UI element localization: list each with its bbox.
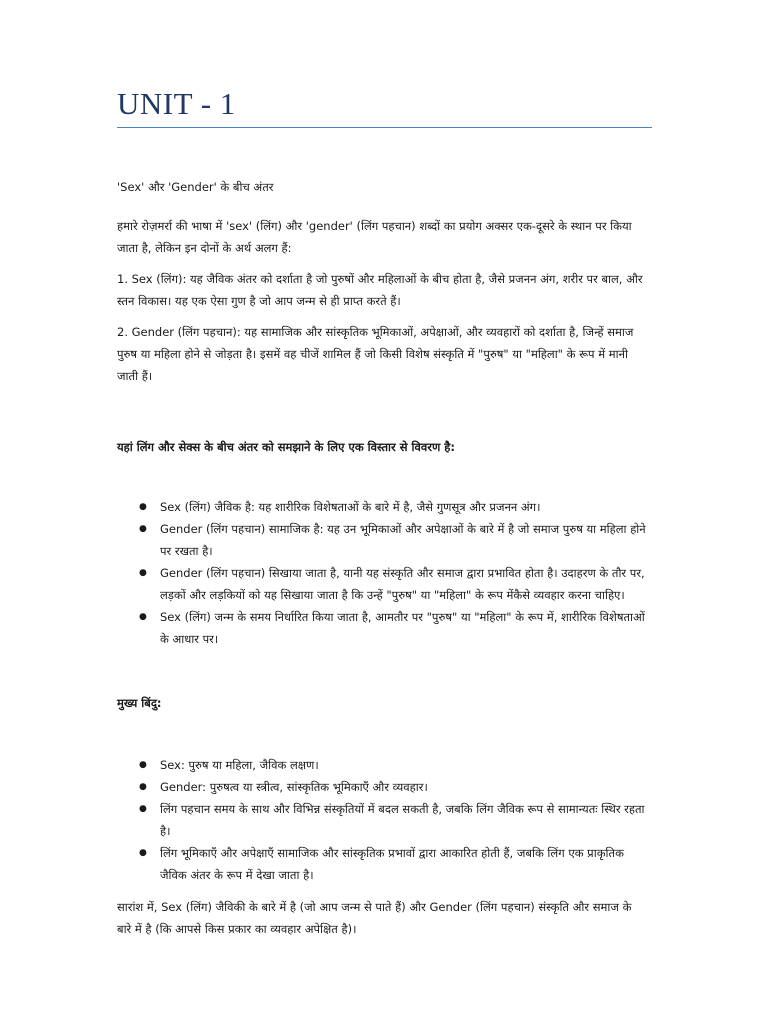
list-item-text: लिंग भूमिकाएँ और अपेक्षाएँ सामाजिक और सांस्कृतिक प्रभावों द्वारा आकारित होती हैं, जबकि लिंग एक प्राकृतिक जैविक अंतर के रूप में देखा जाता है। (160, 846, 624, 882)
list-item (117, 518, 647, 562)
gender-definition-paragraph: 2. Gender (लिंग पहचान): यह सामाजिक और सांस्कृतिक भूमिकाओं, अपेक्षाओं, और व्यवहारों को दर्शाता है, जिन्हें समाज पुरुष या महिला होने से जोड़ता है। इसमें वह चीजें शामिल हैं जो किसी विशेष संस्कृति में "पुरुष" या "महिला" के रूप में मानी जाती हैं। (117, 325, 634, 383)
sex-definition-paragraph: 1. Sex (लिंग): यह जैविक अंतर को दर्शाता है जो पुरुषों और महिलाओं के बीच होता है, जैसे प्रजनन अंग, शरीर पर बाल, और स्तन विकास। यह एक ऐसा गुण है जो आप जन्म से ही प्राप्त करते हैं। (117, 272, 643, 308)
list-item (117, 776, 647, 798)
title-underline (117, 127, 652, 128)
list-item-text: लिंग पहचान समय के साथ और विभिन्न संस्कृतियों में बदल सकती है, जबकि लिंग जैविक रूप से सामान्यतः स्थिर रहता है। (160, 802, 645, 838)
list-item (117, 606, 647, 650)
list-item (117, 798, 647, 842)
list-item-text: Gender (लिंग पहचान) सामाजिक है: यह उन भूमिकाओं और अपेक्षाओं के बारे में है जो समाज पुरुष या महिला होने पर रखता है। (160, 522, 646, 558)
bullet-icon: ● (139, 502, 147, 512)
document-body (117, 176, 647, 949)
bullet-icon: ● (139, 760, 147, 770)
bullet-icon: ● (139, 782, 147, 792)
list-item (117, 496, 647, 518)
section-heading-key-points: मुख्य बिंदु: (117, 696, 162, 710)
bullet-icon: ● (139, 848, 147, 858)
bullet-icon: ● (139, 524, 147, 534)
key-points-list (117, 754, 647, 886)
page-title: UNIT - 1 (117, 86, 236, 121)
bullet-icon: ● (139, 804, 147, 814)
intro-paragraph: हमारे रोज़मर्रा की भाषा में 'sex' (लिंग) और 'gender' (लिंग पहचान) शब्दों का प्रयोग अक्सर एक-दूसरे के स्थान पर किया जाता है, लेकिन इन दोनों के अर्थ अलग हैं: (117, 219, 632, 255)
list-item (117, 562, 647, 606)
list-item-text: Sex: पुरुष या महिला, जैविक लक्षण। (160, 758, 319, 772)
differences-list (117, 496, 647, 650)
bullet-icon: ● (139, 568, 147, 578)
list-item-text: Gender (लिंग पहचान) सिखाया जाता है, यानी यह संस्कृति और समाज द्वारा प्रभावित होता है। उदाहरण के तौर पर, लड़कों और लड़कियों को यह सिखाया जाता है कि उन्हें "पुरुष" या "महिला" के रूप मेंकैसे व्यवहार करना चाहिए। (160, 566, 645, 602)
list-item-text: Gender: पुरुषत्व या स्त्रीत्व, सांस्कृतिक भूमिकाएँ और व्यवहार। (160, 780, 428, 794)
list-item-text: Sex (लिंग) जन्म के समय निर्धारित किया जाता है, आमतौर पर "पुरुष" या "महिला" के रूप में, शारीरिक विशेषताओं के आधार पर। (160, 610, 645, 646)
list-item (117, 754, 647, 776)
section-heading-differences: यहां लिंग और सेक्स के बीच अंतर को समझाने के लिए एक विस्तार से विवरण है: (117, 440, 456, 454)
summary-paragraph: सारांश में, Sex (लिंग) जैविकी के बारे में है (जो आप जन्म से पाते हैं) और Gender (लिंग पहचान) संस्कृति और समाज के बारे में है (कि आपसे किस प्रकार का व्यवहार अपेक्षित है)। (117, 900, 632, 936)
list-item-text: Sex (लिंग) जैविक है: यह शारीरिक विशेषताओं के बारे में है, जैसे गुणसूत्र और प्रजनन अंग। (160, 500, 541, 514)
subtitle: 'Sex' और 'Gender' के बीच अंतर (117, 180, 274, 194)
list-item (117, 842, 647, 886)
bullet-icon: ● (139, 612, 147, 622)
